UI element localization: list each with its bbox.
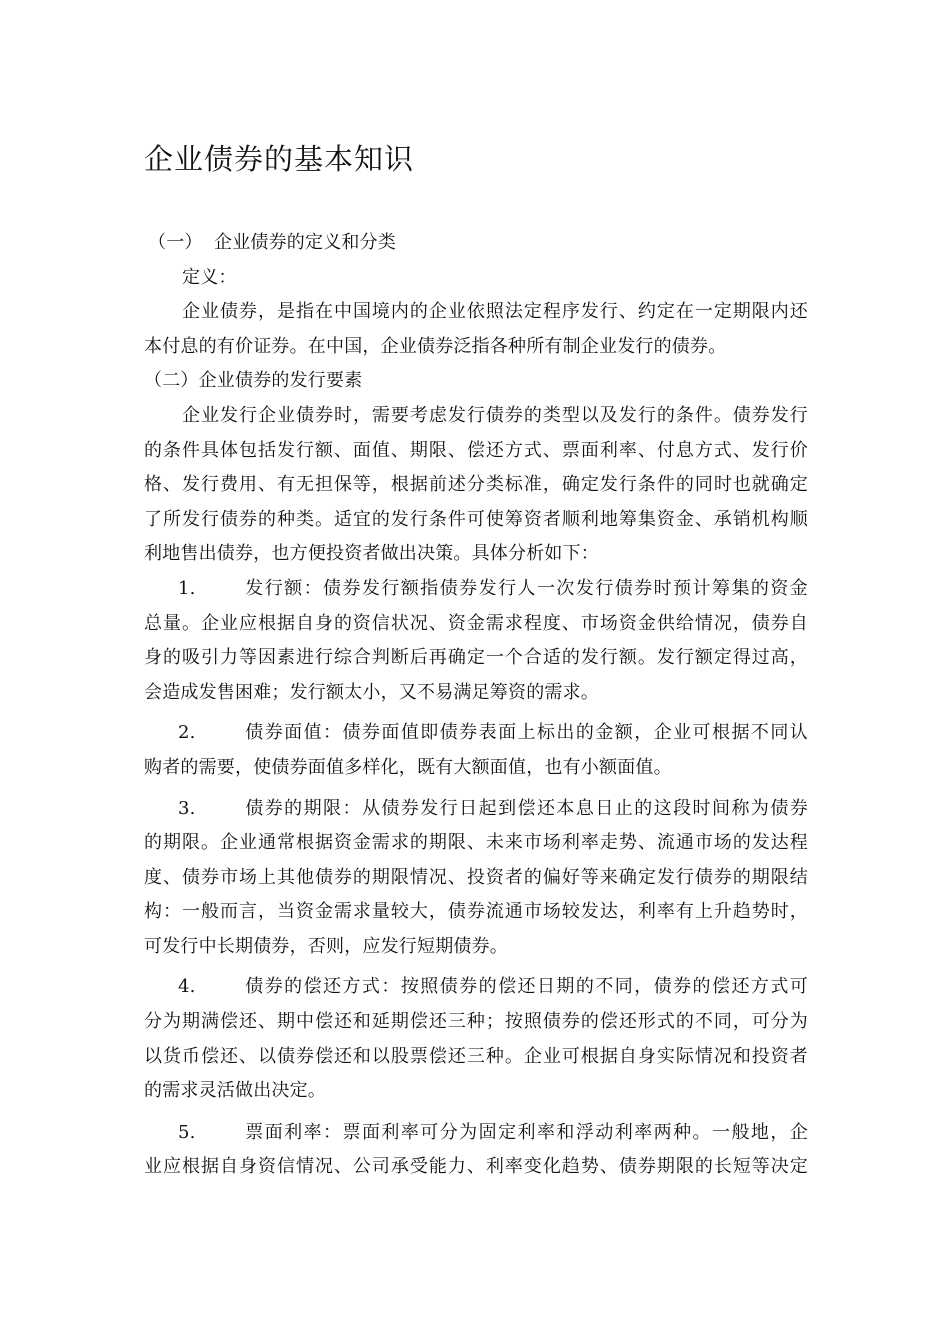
list-item-text-line: 分为期满偿还、期中偿还和延期偿还三种；按照债券的偿还形式的不同，可分为 xyxy=(144,1011,808,1033)
list-item-number: 5. xyxy=(178,1121,196,1143)
list-item-number: 3. xyxy=(178,797,196,819)
section-1-label: （一） xyxy=(148,232,203,253)
list-item-text-line: 构：一般而言，当资金需求量较大，债券流通市场较发达，利率有上升趋势时， xyxy=(144,901,808,923)
list-item-text-line: 总量。企业应根据自身的资信状况、资金需求程度、市场资金供给情况，债券自 xyxy=(144,612,808,634)
list-item-number: 4. xyxy=(178,976,196,998)
list-item-text-line: 身的吸引力等因素进行综合判断后再确定一个合适的发行额。发行额定得过高， xyxy=(144,647,808,669)
section-1-title: 企业债券的定义和分类 xyxy=(214,232,396,253)
definition-text-line: 企业债券，是指在中国境内的企业依照法定程序发行、约定在一定期限内还 xyxy=(182,301,808,323)
list-item-text: 债券的期限：从债券发行日起到偿还本息日止的这段时间称为债券 xyxy=(244,797,808,819)
intro-text-line: 了所发行债券的种类。适宜的发行条件可使筹资者顺利地筹集资金、承销机构顺 xyxy=(144,508,808,530)
list-item-number: 2. xyxy=(178,722,196,744)
list-item-first-line xyxy=(144,572,808,607)
definition-label: 定义： xyxy=(182,266,237,288)
list-item-text-line: 的期限。企业通常根据资金需求的期限、未来市场利率走势、流通市场的发达程 xyxy=(144,832,808,854)
list-item-text: 发行额：债券发行额指债券发行人一次发行债券时预计筹集的资金 xyxy=(244,577,808,599)
list-item-first-line xyxy=(144,792,808,827)
list-item-text-line: 会造成发售困难；发行额太小，又不易满足筹资的需求。 xyxy=(144,681,599,703)
list-item-text-line: 购者的需要，使债券面值多样化，既有大额面值，也有小额面值。 xyxy=(144,756,672,778)
document-body xyxy=(144,226,808,1185)
list-item-text-line: 度、债券市场上其他债券的期限情况、投资者的偏好等来确定发行债券的期限结 xyxy=(144,866,808,888)
list-item-text: 债券面值：债券面值即债券表面上标出的金额，企业可根据不同认 xyxy=(244,722,808,744)
list-item-text: 债券的偿还方式：按照债券的偿还日期的不同，债券的偿还方式可 xyxy=(244,976,808,998)
list-item-text-line: 的需求灵活做出决定。 xyxy=(144,1080,326,1102)
intro-text-line: 的条件具体包括发行额、面值、期限、偿还方式、票面利率、付息方式、发行价 xyxy=(144,439,808,461)
list-item-text: 票面利率：票面利率可分为固定利率和浮动利率两种。一般地，企 xyxy=(244,1121,808,1143)
definition-text-line: 本付息的有价证券。在中国，企业债券泛指各种所有制企业发行的债券。 xyxy=(144,335,727,357)
list-item-first-line xyxy=(144,716,808,751)
list-item-number: 1. xyxy=(178,577,196,599)
list-item-first-line xyxy=(144,1116,808,1151)
section-2-heading: （二）企业债券的发行要素 xyxy=(144,370,363,392)
list-item-text-line: 以货币偿还、以债券偿还和以股票偿还三种。企业可根据自身实际情况和投资者 xyxy=(144,1045,808,1067)
list-item-text-line: 可发行中长期债券，否则，应发行短期债券。 xyxy=(144,935,508,957)
section-1-heading xyxy=(144,226,808,261)
list-item-text-line: 业应根据自身资信情况、公司承受能力、利率变化趋势、债券期限的长短等决定 xyxy=(144,1156,808,1178)
document-title: 企业债券的基本知识 xyxy=(144,142,415,176)
list-item-first-line xyxy=(144,970,808,1005)
intro-text-line: 企业发行企业债券时，需要考虑发行债券的类型以及发行的条件。债券发行 xyxy=(182,404,808,426)
intro-text-line: 利地售出债券，也方便投资者做出决策。具体分析如下： xyxy=(144,543,599,565)
intro-text-line: 格、发行费用、有无担保等，根据前述分类标准，确定发行条件的同时也就确定 xyxy=(144,474,808,496)
